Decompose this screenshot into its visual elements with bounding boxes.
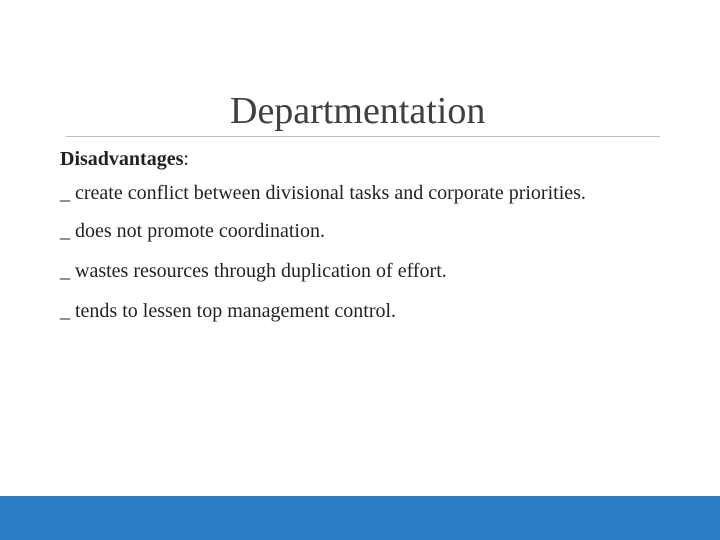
section-heading-label: Disadvantages: [60, 148, 184, 170]
list-item: _ create conflict between divisional tasks and corporate priorities.: [60, 182, 586, 204]
list-item: _ wastes resources through duplication of effort.: [60, 260, 447, 282]
slide-title: Departmentation: [230, 90, 486, 132]
footer-accent-band: [0, 496, 720, 540]
section-heading-colon: :: [183, 148, 189, 170]
list-item: _ does not promote coordination.: [60, 220, 325, 242]
slide-body: [60, 148, 640, 340]
list-item: _ tends to lessen top management control.: [60, 300, 397, 322]
section-heading: [60, 148, 640, 170]
title-underline: [66, 136, 660, 137]
